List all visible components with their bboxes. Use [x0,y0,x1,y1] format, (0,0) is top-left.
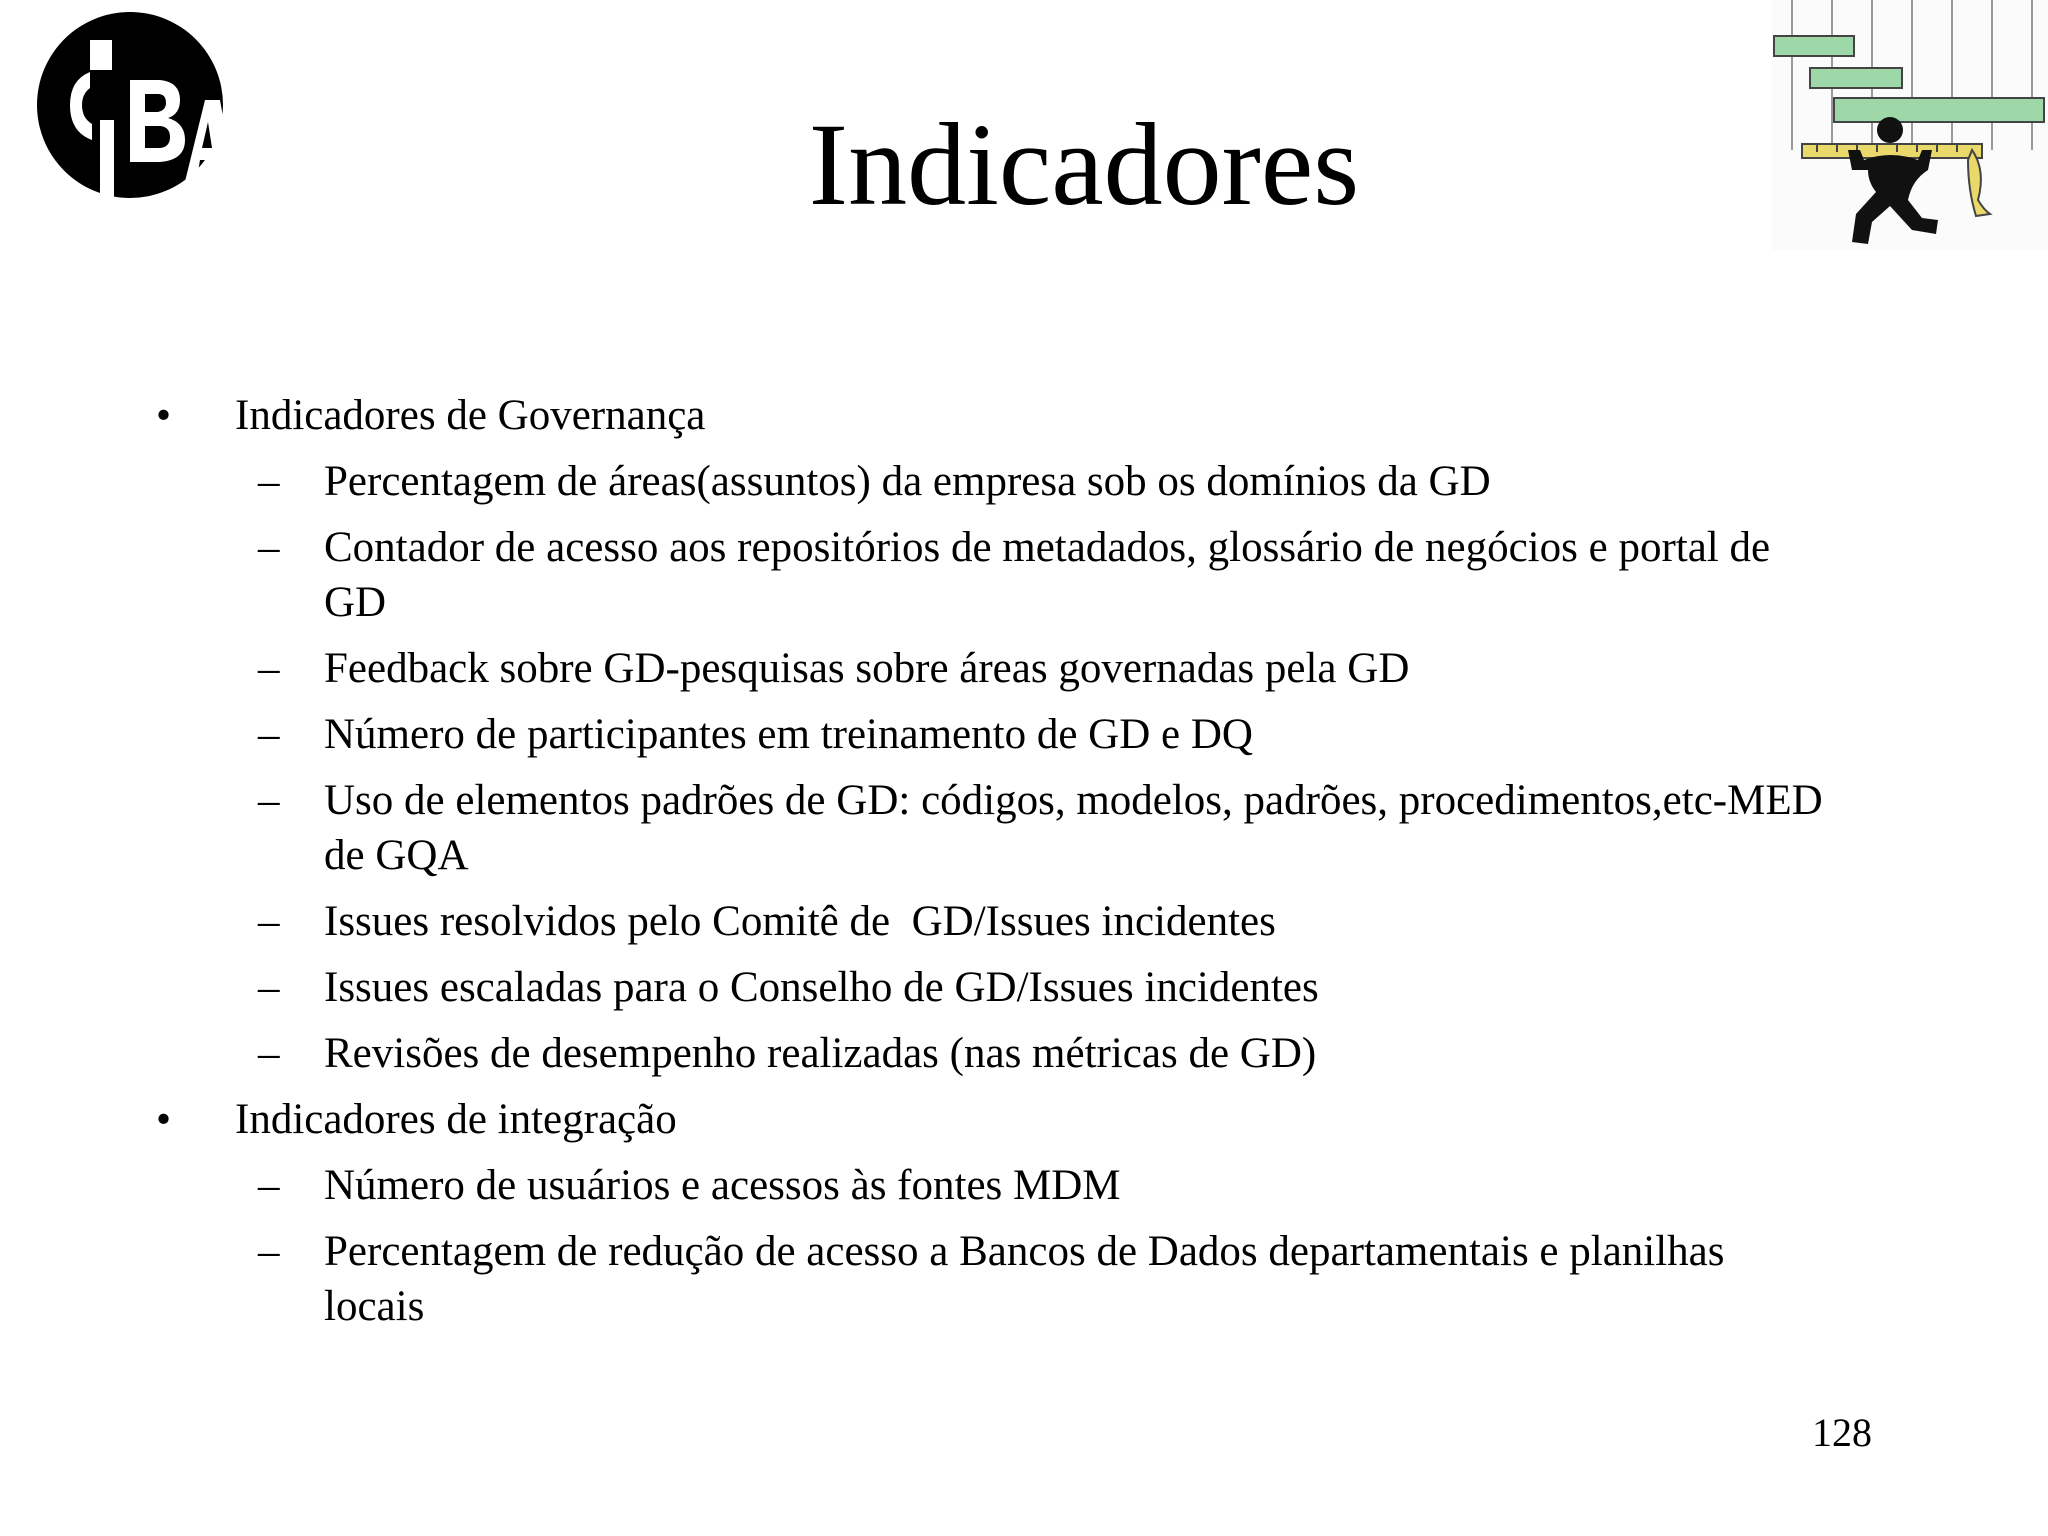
bullet-marker: • [156,1096,172,1143]
list-item [0,1224,2048,1334]
list-item-text: Issues resolvidos pelo Comitê de GD/Issues incidentes [324,898,1276,945]
list-item-text: Uso de elementos padrões de GD: códigos, modelos, padrões, procedimentos,etc-MED de GQA [324,777,1823,879]
list-item-text: Contador de acesso aos repositórios de metadados, glossário de negócios e portal de GD [324,524,1771,626]
slide-title: Indicadores [808,99,1360,230]
dash-marker: – [258,777,280,824]
list-item-text: Indicadores de integração [235,1096,677,1143]
list-item-text: Percentagem de redução de acesso a Bancos de Dados departamentais e planilhas locais [324,1228,1725,1330]
dash-marker: – [258,1162,280,1209]
dash-marker: – [258,711,280,758]
dash-marker: – [258,1228,280,1275]
list-item-text: Feedback sobre GD-pesquisas sobre áreas governadas pela GD [324,645,1410,692]
dash-marker: – [258,964,280,1011]
list-item [0,454,2048,509]
bullet-marker: • [156,392,172,439]
list-item-text: Percentagem de áreas(assuntos) da empresa sob os domínios da GD [324,458,1491,505]
list-item-text: Número de usuários e acessos às fontes MDM [324,1162,1121,1209]
page-number: 128 [1812,1410,1872,1455]
dash-marker: – [258,645,280,692]
dash-marker: – [258,524,280,571]
list-item [0,520,2048,630]
list-item [0,1092,2048,1147]
list-item [0,1026,2048,1081]
list-item-text: Número de participantes em treinamento de GD e DQ [324,711,1253,758]
list-item [0,773,2048,883]
list-item [0,707,2048,762]
list-item [0,388,2048,443]
bullet-list [0,388,2048,1345]
dash-marker: – [258,1030,280,1077]
dash-marker: – [258,898,280,945]
list-item-text: Issues escaladas para o Conselho de GD/Issues incidentes [324,964,1319,1011]
dash-marker: – [258,458,280,505]
list-item [0,960,2048,1015]
list-item-text: Indicadores de Governança [235,392,706,439]
list-item-text: Revisões de desempenho realizadas (nas métricas de GD) [324,1030,1317,1077]
list-item [0,641,2048,696]
list-item [0,894,2048,949]
list-item [0,1158,2048,1213]
